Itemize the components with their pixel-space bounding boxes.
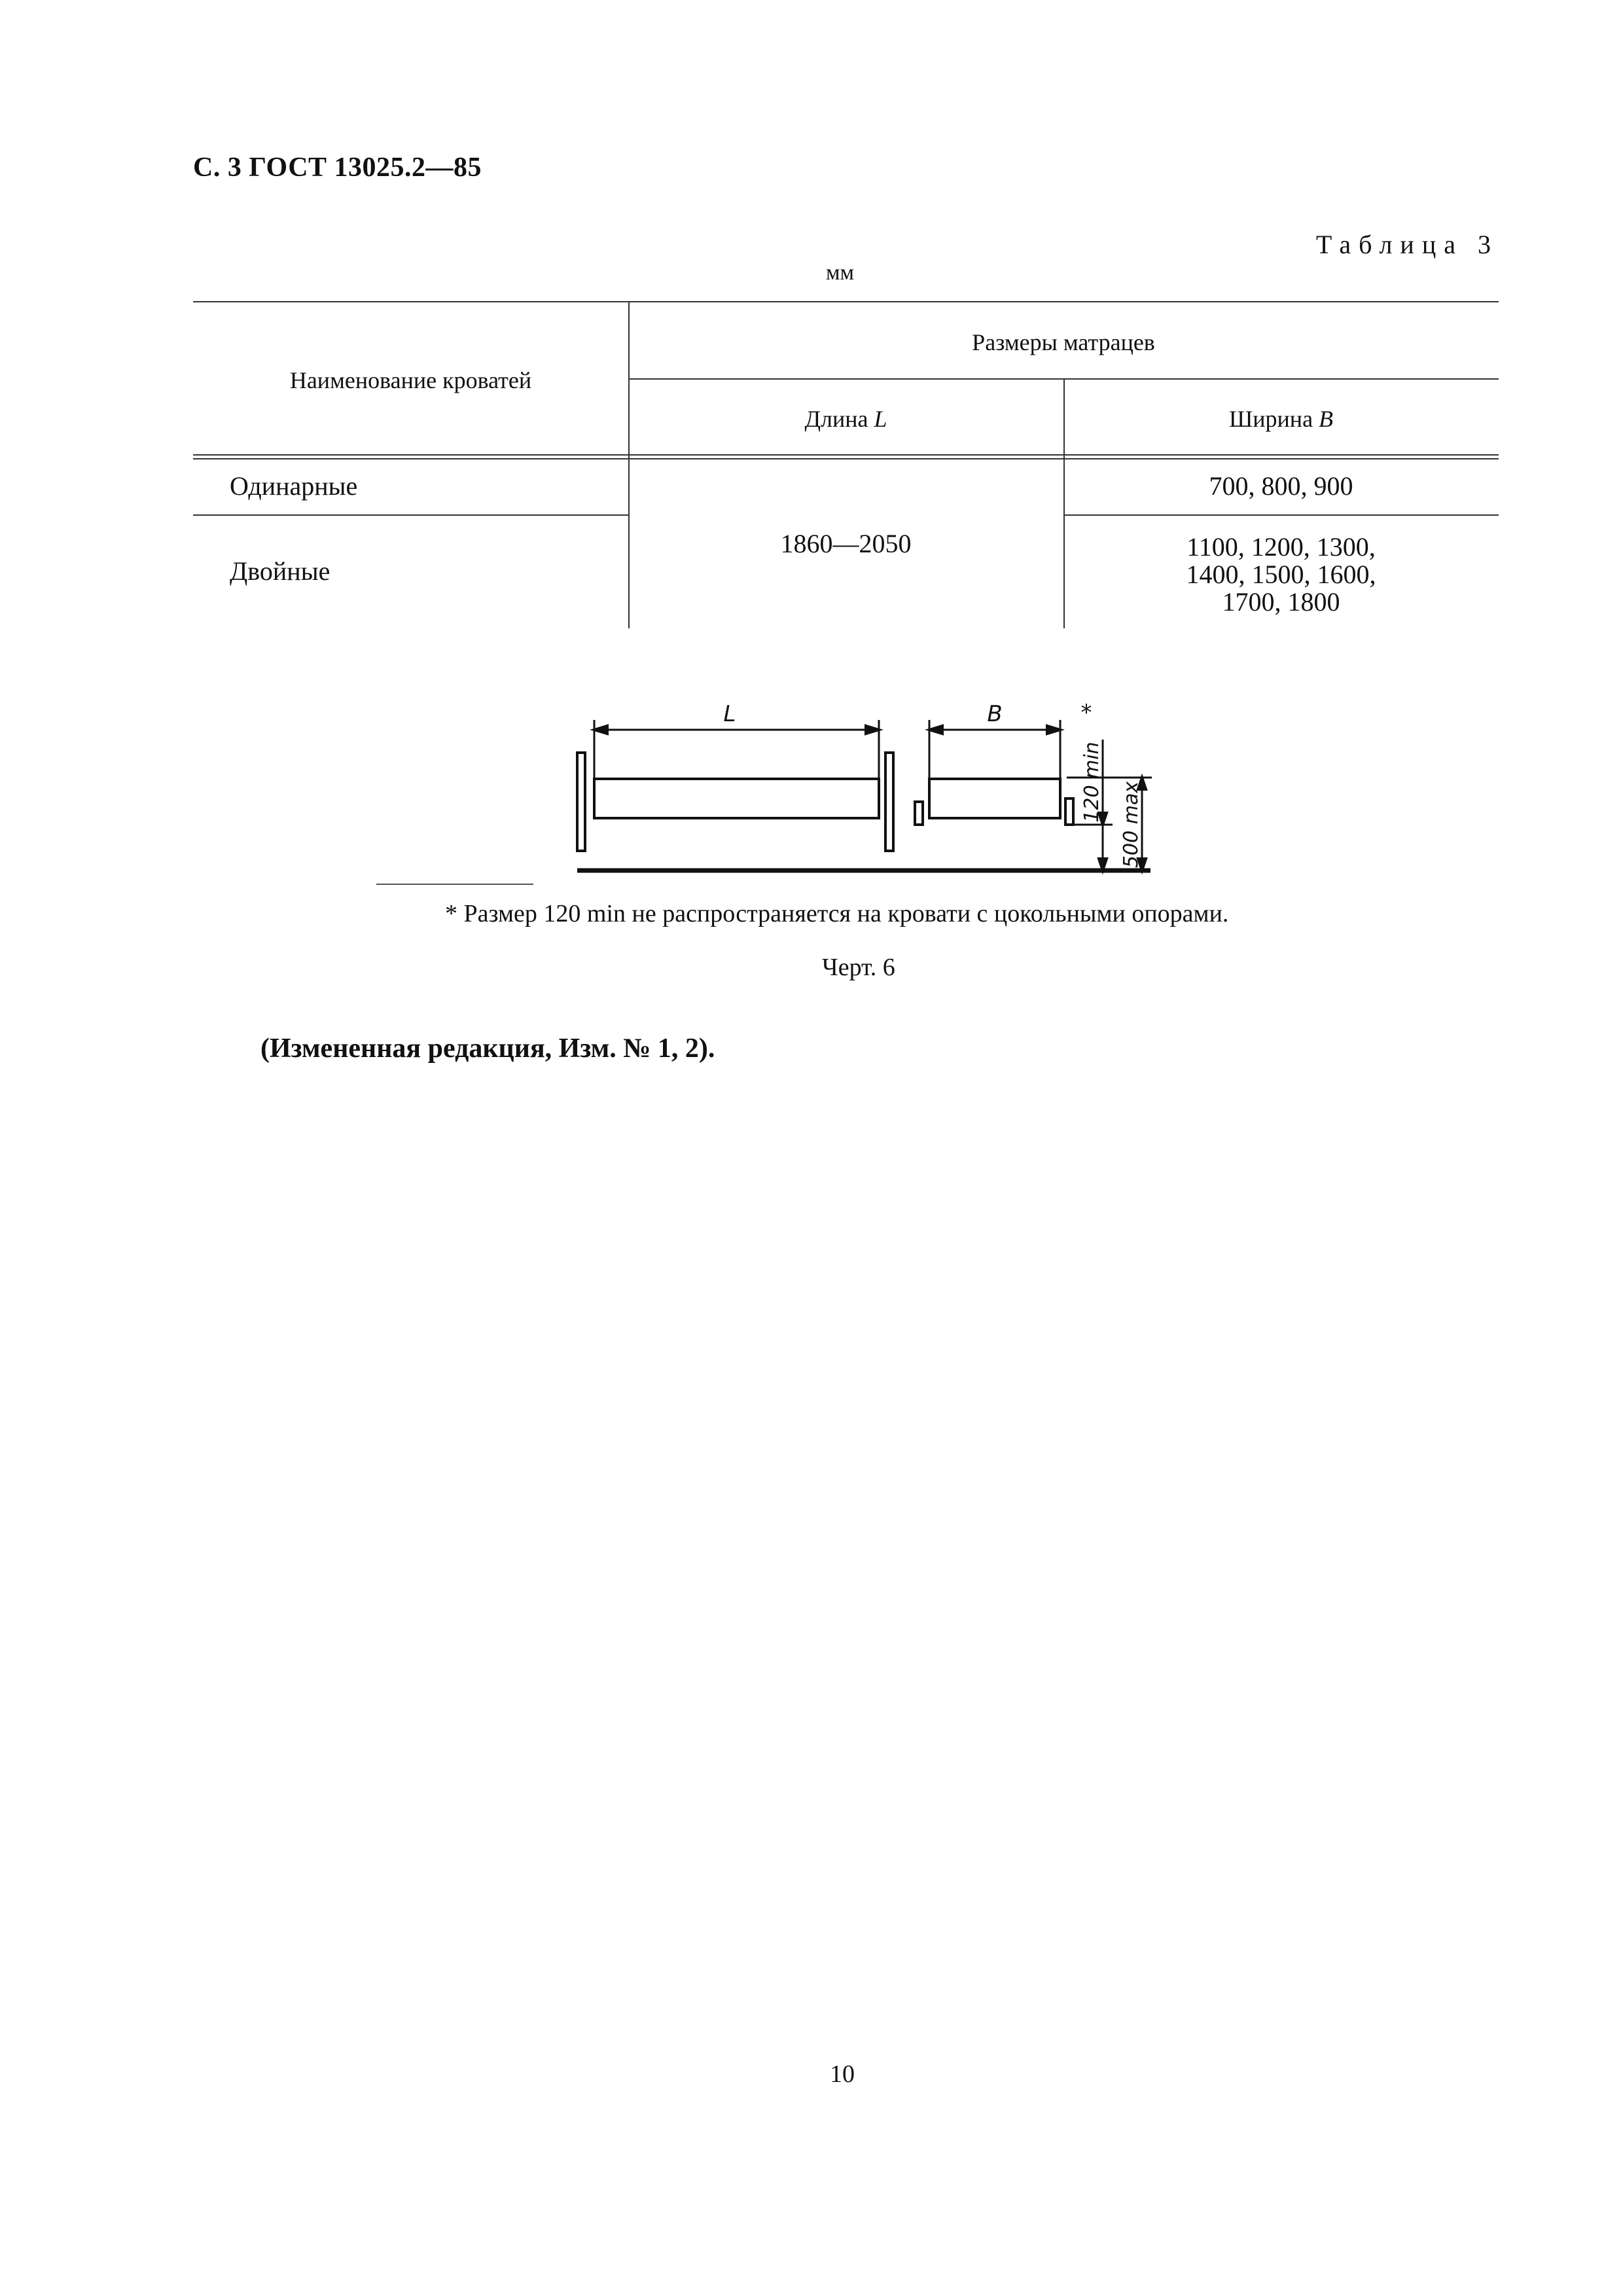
row-separator-name bbox=[193, 514, 628, 516]
row-double-width-line-2: 1400, 1500, 1600, bbox=[1186, 560, 1376, 589]
page-header: С. 3 ГОСТ 13025.2—85 bbox=[193, 152, 482, 183]
mattress-side-view bbox=[594, 779, 879, 818]
label-120-min: 120 min bbox=[1080, 742, 1103, 823]
header-bottom-rule-1 bbox=[193, 454, 1499, 456]
table-caption: Таблица 3 bbox=[1315, 230, 1499, 259]
row-separator-width bbox=[1063, 514, 1499, 516]
dim-b-arrow-left bbox=[929, 726, 942, 734]
group-header: Размеры матрацев bbox=[972, 329, 1155, 355]
bed-dimension-drawing bbox=[569, 694, 1171, 884]
headboard-right bbox=[885, 753, 893, 851]
row-single-name: Одинарные bbox=[230, 471, 358, 501]
row-double-width-line-3: 1700, 1800 bbox=[1222, 587, 1340, 617]
col-length-symbol: L bbox=[874, 406, 887, 432]
footnote: * Размер 120 min не распространяется на кровати с цокольными опорами. bbox=[445, 900, 1229, 927]
label-b: B bbox=[987, 701, 1003, 727]
header-bottom-rule-2 bbox=[193, 458, 1499, 459]
mattress-sizes-table bbox=[193, 301, 1499, 628]
figure-caption: Черт. 6 bbox=[822, 954, 895, 981]
leg-small-left bbox=[915, 802, 923, 825]
row-single-width: 700, 800, 900 bbox=[1209, 471, 1353, 501]
headboard-left bbox=[577, 753, 585, 851]
mattress-end-view bbox=[929, 779, 1060, 818]
col-length-header bbox=[628, 407, 1063, 432]
dim-b-arrow-right bbox=[1047, 726, 1060, 734]
col-width-symbol: B bbox=[1319, 406, 1334, 432]
dim-l-arrow-right bbox=[866, 726, 879, 734]
units-label: мм bbox=[826, 260, 855, 285]
page-number: 10 bbox=[830, 2060, 855, 2088]
label-l: L bbox=[723, 701, 736, 727]
amendment-note: (Измененная редакция, Изм. № 1, 2). bbox=[260, 1033, 715, 1064]
row-double-name: Двойные bbox=[230, 556, 330, 586]
row-double-width-line-1: 1100, 1200, 1300, bbox=[1186, 532, 1376, 562]
footnote-rule bbox=[376, 884, 533, 885]
col-width-header-text: Ширина bbox=[1228, 406, 1313, 432]
col-width-header bbox=[1063, 407, 1499, 432]
row-double-width bbox=[1063, 533, 1499, 616]
table-top-rule bbox=[193, 301, 1499, 302]
length-value: 1860—2050 bbox=[780, 529, 912, 558]
col-name-header: Наименование кроватей bbox=[289, 367, 532, 393]
leg-small-right bbox=[1065, 798, 1073, 825]
label-500-max: 500 max bbox=[1120, 781, 1143, 869]
label-asterisk: * bbox=[1080, 700, 1092, 726]
col-length-header-text: Длина bbox=[804, 406, 868, 432]
dim-l-arrow-left bbox=[594, 726, 607, 734]
